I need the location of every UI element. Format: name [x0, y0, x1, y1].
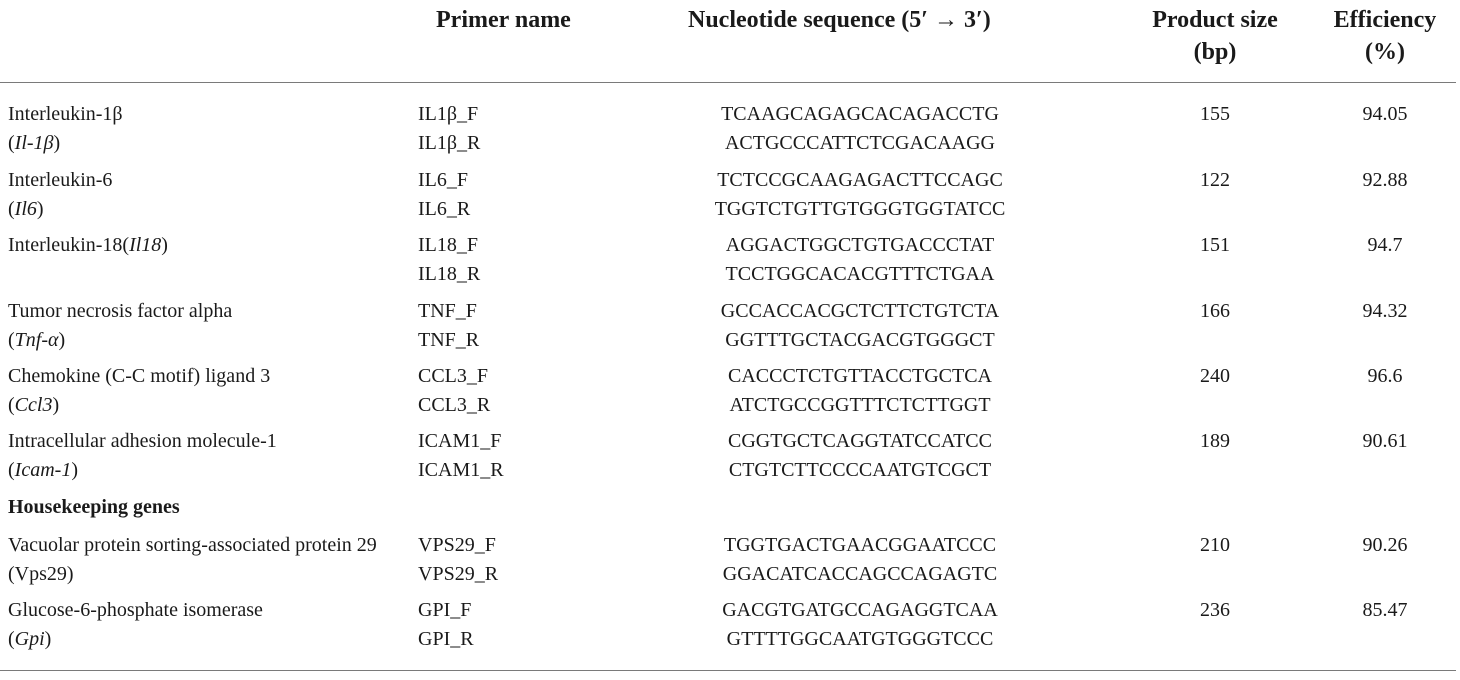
product-size: 240 [1200, 365, 1230, 387]
sequence-forward: GCCACCACGCTCTTCTGTCTA [720, 300, 1000, 322]
sequence-reverse: ATCTGCCGGTTTCTCTTGGT [729, 394, 991, 416]
footer-rule [0, 670, 1456, 671]
sequence-forward: TGGTGACTGAACGGAATCCC [723, 534, 997, 556]
gene-name: Interleukin-1β [8, 103, 123, 125]
sequence-forward: CGGTGCTCAGGTATCCATCC [728, 430, 992, 452]
primer-reverse: TNF_R [418, 329, 480, 351]
gene-symbol: (Gpi) [8, 628, 52, 650]
product-size: 151 [1200, 234, 1230, 256]
primer-forward: VPS29_F [418, 534, 496, 556]
primer-reverse: CCL3_R [418, 394, 491, 416]
gene-name: Chemokine (C-C motif) ligand 3 [8, 365, 271, 387]
product-size: 166 [1200, 300, 1230, 322]
section-title: Housekeeping genes [8, 496, 180, 518]
sequence-reverse: CTGTCTTCCCCAATGTCGCT [728, 459, 992, 481]
efficiency: 96.6 [1367, 365, 1403, 387]
sequence-reverse: TGGTCTGTTGTGGGTGGTATCC [714, 198, 1006, 220]
primer-forward: GPI_F [418, 599, 472, 621]
efficiency: 85.47 [1362, 599, 1408, 621]
product-size: 236 [1200, 599, 1230, 621]
gene-symbol: (Vps29) [8, 563, 74, 585]
efficiency: 92.88 [1362, 169, 1408, 191]
product-size: 122 [1200, 169, 1230, 191]
product-size: 155 [1200, 103, 1230, 125]
efficiency: 94.05 [1362, 103, 1408, 125]
header-product-size: Product size (bp) [1152, 7, 1278, 65]
sequence-reverse: GGACATCACCAGCCAGAGTC [722, 563, 998, 585]
product-size: 210 [1200, 534, 1230, 556]
product-size: 189 [1200, 430, 1230, 452]
header-rule [0, 82, 1456, 83]
primer-forward: IL1β_F [418, 103, 479, 125]
sequence-forward: TCAAGCAGAGCACAGACCTG [721, 103, 999, 125]
primer-reverse: IL1β_R [418, 132, 481, 154]
gene-symbol: (Tnf-α) [8, 329, 66, 351]
gene-symbol: (Ccl3) [8, 394, 60, 416]
efficiency: 94.7 [1367, 234, 1403, 256]
sequence-reverse: GGTTTGCTACGACGTGGGCT [725, 329, 995, 351]
gene-symbol: (Il-1β) [8, 132, 61, 154]
sequence-reverse: TCCTGGCACACGTTTCTGAA [725, 263, 995, 285]
primer-reverse: ICAM1_R [418, 459, 504, 481]
sequence-forward: AGGACTGGCTGTGACCCTAT [725, 234, 995, 256]
gene-name: Glucose-6-phosphate isomerase [8, 599, 263, 621]
gene-symbol: (Il6) [8, 198, 44, 220]
gene-name: Interleukin-6 [8, 169, 113, 191]
primer-reverse: GPI_R [418, 628, 474, 650]
primer-forward: IL6_F [418, 169, 468, 191]
primer-reverse: IL18_R [418, 263, 481, 285]
efficiency: 90.61 [1362, 430, 1408, 452]
primer-forward: TNF_F [418, 300, 477, 322]
sequence-reverse: GTTTTGGCAATGTGGGTCCC [726, 628, 994, 650]
primer-reverse: IL6_R [418, 198, 471, 220]
gene-name: Tumor necrosis factor alpha [8, 300, 233, 322]
primer-forward: IL18_F [418, 234, 478, 256]
efficiency: 90.26 [1362, 534, 1408, 556]
gene-name: Vacuolar protein sorting-associated protein 29 [8, 534, 377, 556]
sequence-forward: GACGTGATGCCAGAGGTCAA [722, 599, 998, 621]
primer-forward: ICAM1_F [418, 430, 502, 452]
header-sequence: Nucleotide sequence (5′ → 3′) [688, 7, 991, 33]
gene-name: Interleukin-18(Il18) [8, 234, 168, 256]
sequence-forward: TCTCCGCAAGAGACTTCCAGC [717, 169, 1003, 191]
sequence-reverse: ACTGCCCATTCTCGACAAGG [724, 132, 996, 154]
efficiency: 94.32 [1362, 300, 1408, 322]
sequence-forward: CACCCTCTGTTACCTGCTCA [728, 365, 992, 387]
header-primer-name: Primer name [436, 7, 571, 33]
gene-name: Intracellular adhesion molecule-1 [8, 430, 277, 452]
primer-forward: CCL3_F [418, 365, 489, 387]
gene-symbol: (Icam-1) [8, 459, 78, 481]
primer-reverse: VPS29_R [418, 563, 499, 585]
header-efficiency: Efficiency (%) [1333, 7, 1437, 65]
